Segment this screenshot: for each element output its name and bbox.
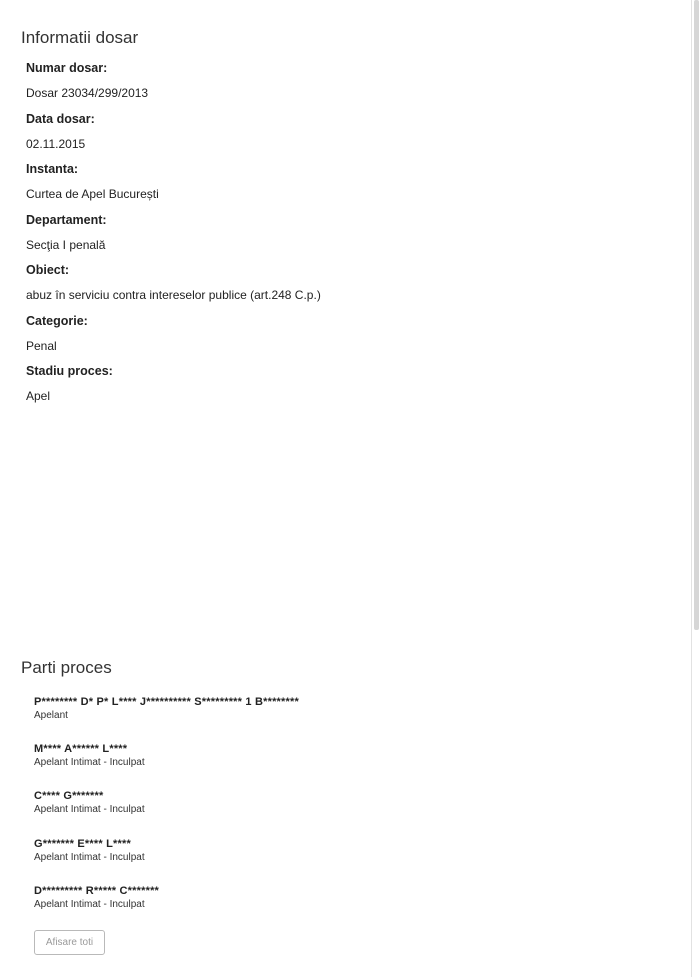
scrollbar-thumb[interactable]: [694, 0, 699, 630]
field-value: abuz în serviciu contra intereselor publice (art.248 C.p.): [26, 288, 321, 302]
party-role: Apelant Intimat - Inculpat: [34, 804, 145, 816]
field-label: Categorie:: [26, 313, 88, 328]
scrollbar[interactable]: [691, 0, 700, 977]
party-name: G******* E**** L****: [34, 837, 131, 850]
field-departament: [26, 212, 321, 263]
party-role: Apelant: [34, 710, 68, 721]
party-item: [34, 695, 299, 742]
party-role: Apelant Intimat - Inculpat: [34, 757, 145, 769]
parties-title: Parti proces: [21, 658, 112, 677]
field-label: Departament:: [26, 212, 107, 227]
party-role: Apelant Intimat - Inculpat: [34, 898, 145, 910]
field-label: Obiect:: [26, 263, 70, 277]
field-value: Apel: [26, 389, 51, 403]
party-name: M**** A****** L****: [34, 743, 128, 756]
field-value: 02.11.2015: [26, 136, 86, 151]
field-instanta: [26, 161, 321, 212]
party-name: P******** D* P* L**** J********** S********* 1 B********: [34, 696, 299, 708]
party-item: [34, 789, 299, 836]
field-value: Curtea de Apel București: [26, 187, 159, 201]
show-all-button[interactable]: Afisare toti: [34, 930, 105, 955]
field-categorie: [26, 313, 321, 364]
field-value: Secţia I penală: [26, 237, 106, 252]
field-label: Numar dosar:: [26, 61, 108, 75]
field-stadiu-proces: [26, 363, 321, 414]
field-label: Data dosar:: [26, 111, 95, 126]
case-info-list: [26, 60, 321, 414]
field-value: Dosar 23034/299/2013: [26, 86, 149, 100]
party-item: [34, 884, 299, 931]
field-value: Penal: [26, 338, 57, 353]
field-label: Instanta:: [26, 162, 79, 176]
party-role: Apelant Intimat - Inculpat: [34, 851, 145, 863]
parties-list: [34, 695, 299, 931]
party-name: C**** G*******: [34, 790, 104, 803]
field-label: Stadiu proces:: [26, 364, 113, 378]
field-numar-dosar: [26, 60, 321, 111]
party-item: [34, 837, 299, 884]
party-name: D********* R***** C*******: [34, 884, 160, 897]
field-data-dosar: [26, 111, 321, 162]
case-info-title: Informatii dosar: [21, 28, 139, 47]
party-item: [34, 742, 299, 789]
field-obiect: [26, 262, 321, 313]
